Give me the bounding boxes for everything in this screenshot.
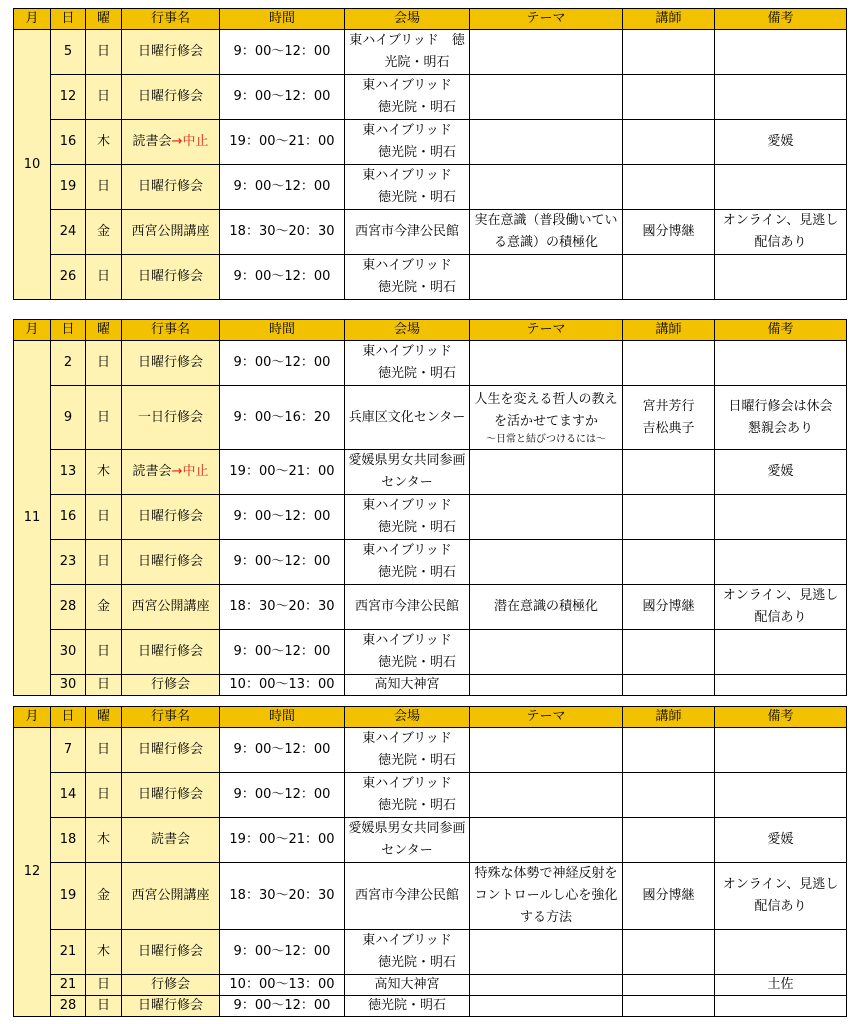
theme-line1: 人生を変える哲人の教え: [474, 391, 618, 407]
weekday-cell: 日: [86, 165, 122, 210]
header-event: 行事名: [122, 320, 220, 341]
day-cell: 26: [51, 255, 86, 300]
weekday-cell: 木: [86, 120, 122, 165]
venue-line1: 愛媛県男女共同参画: [348, 821, 466, 836]
note-cell: [715, 863, 847, 930]
header-lecturer: 講師: [623, 707, 715, 728]
venue-line2: 徳光院・明石: [377, 955, 456, 970]
note-line1: 日曜行修会は休会: [728, 398, 833, 414]
venue-line2: 徳光院・明石: [377, 145, 456, 160]
table-row: [14, 863, 847, 930]
lecturer-cell: [623, 630, 715, 675]
lecturer-cell: [623, 540, 715, 585]
day-cell: 2: [51, 341, 86, 386]
table-row: [14, 975, 847, 996]
table-row: [14, 341, 847, 386]
weekday-cell: 日: [86, 495, 122, 540]
theme-cell: 潜在意識の積極化: [470, 585, 623, 630]
theme-cell: [470, 773, 623, 818]
table-row: [14, 996, 847, 1017]
table-row: [14, 255, 847, 300]
event-name: 日曜行修会: [137, 787, 203, 802]
theme-cell: [470, 675, 623, 696]
time-cell: 9：00～12：00: [220, 630, 345, 675]
event-cell: [122, 495, 220, 540]
time-cell: 19：00～21：00: [220, 120, 345, 165]
header-theme: テーマ: [470, 707, 623, 728]
lecturer-cell: 國分博継: [623, 210, 715, 255]
day-cell: 28: [51, 996, 86, 1017]
time-cell: 18：30～20：30: [220, 863, 345, 930]
day-cell: 19: [51, 863, 86, 930]
venue-cell: 兵庫区文化センター: [345, 386, 470, 450]
weekday-cell: 日: [86, 30, 122, 75]
venue-line1: 東ハイブリッド: [362, 633, 452, 648]
time-cell: 9：00～12：00: [220, 728, 345, 773]
lecturer-cell: [623, 165, 715, 210]
note-cell: 愛媛: [715, 818, 847, 863]
day-cell: 9: [51, 386, 86, 450]
time-cell: 9：00～12：00: [220, 30, 345, 75]
schedule-table-october: [13, 8, 847, 300]
header-theme: テーマ: [470, 320, 623, 341]
time-cell: 9：00～12：00: [220, 255, 345, 300]
table-row: [14, 930, 847, 975]
venue-cell: [345, 630, 470, 675]
theme-cell: [470, 120, 623, 165]
header-time: 時間: [220, 707, 345, 728]
theme-cell: [470, 728, 623, 773]
weekday-cell: 日: [86, 675, 122, 696]
venue-cell: [345, 818, 470, 863]
venue-line1: 東ハイブリッド: [362, 933, 452, 948]
time-cell: 9：00～12：00: [220, 930, 345, 975]
venue-line2: 徳光院・明石: [377, 190, 456, 205]
venue-line1: 愛媛県男女共同参画: [348, 453, 466, 468]
lecturer-cell: [623, 675, 715, 696]
event-cell: [122, 818, 220, 863]
venue-cell: [345, 30, 470, 75]
weekday-cell: 日: [86, 996, 122, 1017]
lecturer-cell: [623, 930, 715, 975]
weekday-cell: 金: [86, 585, 122, 630]
lecturer-cell: [623, 495, 715, 540]
header-note: 備考: [715, 707, 847, 728]
note-cell: [715, 996, 847, 1017]
header-month: 月: [14, 320, 51, 341]
event-name: 日曜行修会: [137, 89, 203, 104]
venue-line2: 徳光院・明石: [377, 753, 456, 768]
day-cell: 19: [51, 165, 86, 210]
event-name: 日曜行修会: [137, 179, 203, 194]
event-name: 読書会: [132, 134, 172, 149]
weekday-cell: 日: [86, 255, 122, 300]
note-line2: 懇親会あり: [747, 420, 813, 436]
theme-cell: [470, 75, 623, 120]
note-cell: [715, 386, 847, 450]
header-month: 月: [14, 9, 51, 30]
note-line2: 配信あり: [754, 235, 807, 250]
theme-cell: [470, 165, 623, 210]
lecturer-cell: [623, 975, 715, 996]
theme-cell: [470, 818, 623, 863]
time-cell: 19：00～21：00: [220, 818, 345, 863]
event-cell: [122, 585, 220, 630]
day-cell: 28: [51, 585, 86, 630]
theme-line1: 実在意識（普段働いてい: [474, 213, 618, 228]
day-cell: 13: [51, 450, 86, 495]
day-cell: 5: [51, 30, 86, 75]
lecturer-line2: 吉松典子: [642, 420, 695, 436]
time-cell: 9：00～12：00: [220, 75, 345, 120]
day-cell: 30: [51, 630, 86, 675]
time-cell: 9：00～12：00: [220, 165, 345, 210]
day-cell: 7: [51, 728, 86, 773]
theme-cell: [470, 975, 623, 996]
note-cell: [715, 495, 847, 540]
time-cell: 9：00～12：00: [220, 495, 345, 540]
schedule-table-december: [13, 706, 847, 1017]
header-venue: 会場: [345, 320, 470, 341]
venue-line2: 徳光院・明石: [377, 798, 456, 813]
event-cell: [122, 341, 220, 386]
cancel-note: →中止: [171, 134, 209, 149]
lecturer-cell: [623, 818, 715, 863]
lecturer-cell: [623, 386, 715, 450]
note-cell: [715, 585, 847, 630]
time-cell: 9：00～12：00: [220, 773, 345, 818]
note-cell: [715, 540, 847, 585]
note-line1: オンライン、見逃し: [722, 588, 839, 603]
time-cell: 9：00～12：00: [220, 996, 345, 1017]
venue-line2: 徳光院・明石: [377, 280, 456, 295]
table-row: [14, 450, 847, 495]
weekday-cell: 木: [86, 818, 122, 863]
venue-line1: 東ハイブリッド: [362, 543, 452, 558]
header-weekday: 曜: [86, 707, 122, 728]
venue-cell: [345, 728, 470, 773]
venue-line1: 東ハイブリッド 徳: [349, 33, 465, 48]
note-cell: [715, 630, 847, 675]
event-cell: [122, 728, 220, 773]
venue-line2: 徳光院・明石: [377, 100, 456, 115]
weekday-cell: 日: [86, 386, 122, 450]
header-day: 日: [51, 320, 86, 341]
table-row: [14, 30, 847, 75]
theme-cell: [470, 341, 623, 386]
event-name: 西宮公開講座: [131, 888, 210, 903]
header-note: 備考: [715, 9, 847, 30]
table-row: [14, 773, 847, 818]
header-event: 行事名: [122, 9, 220, 30]
header-lecturer: 講師: [623, 9, 715, 30]
table-row: [14, 630, 847, 675]
lecturer-cell: [623, 996, 715, 1017]
event-cell: [122, 675, 220, 696]
note-cell: [715, 930, 847, 975]
header-month: 月: [14, 707, 51, 728]
theme-line2: る意識）の積極化: [493, 235, 598, 250]
event-cell: [122, 165, 220, 210]
table-row: [14, 585, 847, 630]
weekday-cell: 木: [86, 930, 122, 975]
table-row: [14, 165, 847, 210]
table-row: [14, 386, 847, 450]
event-cell: [122, 975, 220, 996]
time-cell: 19：00～21：00: [220, 450, 345, 495]
time-cell: 10：00～13：00: [220, 975, 345, 996]
header-theme: テーマ: [470, 9, 623, 30]
theme-cell: [470, 255, 623, 300]
weekday-cell: 日: [86, 773, 122, 818]
event-cell: [122, 863, 220, 930]
time-cell: 18：30～20：30: [220, 585, 345, 630]
venue-cell: [345, 75, 470, 120]
venue-cell: [345, 773, 470, 818]
event-cell: [122, 386, 220, 450]
event-name: 日曜行修会: [137, 44, 203, 59]
event-cell: [122, 75, 220, 120]
theme-subtitle: ～日常と結びつけるには～: [486, 433, 606, 445]
day-cell: 21: [51, 930, 86, 975]
venue-cell: [345, 540, 470, 585]
venue-line2: センター: [381, 843, 433, 858]
header-day: 日: [51, 707, 86, 728]
event-cell: [122, 996, 220, 1017]
lecturer-cell: [623, 255, 715, 300]
header-time: 時間: [220, 9, 345, 30]
day-cell: 18: [51, 818, 86, 863]
theme-cell: [470, 930, 623, 975]
theme-cell: [470, 30, 623, 75]
event-name: 読書会: [150, 832, 190, 847]
venue-cell: [345, 120, 470, 165]
day-cell: 21: [51, 975, 86, 996]
weekday-cell: 日: [86, 341, 122, 386]
header-weekday: 曜: [86, 9, 122, 30]
event-name: 日曜行修会: [137, 269, 203, 284]
venue-cell: [345, 341, 470, 386]
table-row: [14, 675, 847, 696]
theme-cell: [470, 630, 623, 675]
note-cell: 愛媛: [715, 450, 847, 495]
day-cell: 16: [51, 120, 86, 165]
theme-cell: [470, 450, 623, 495]
time-cell: 18：30～20：30: [220, 210, 345, 255]
note-cell: [715, 75, 847, 120]
cancel-note: →中止: [171, 464, 209, 479]
table-row: [14, 120, 847, 165]
venue-cell: [345, 450, 470, 495]
venue-line1: 東ハイブリッド: [362, 168, 452, 183]
weekday-cell: 日: [86, 75, 122, 120]
event-cell: [122, 210, 220, 255]
schedule-table-november: [13, 319, 847, 696]
note-cell: [715, 210, 847, 255]
event-name: 日曜行修会: [137, 944, 203, 959]
header-row: [14, 707, 847, 728]
venue-line2: 徳光院・明石: [377, 655, 456, 670]
lecturer-cell: [623, 450, 715, 495]
day-cell: 16: [51, 495, 86, 540]
venue-cell: [345, 495, 470, 540]
venue-line1: 東ハイブリッド: [362, 344, 452, 359]
event-cell: [122, 773, 220, 818]
event-cell: [122, 930, 220, 975]
weekday-cell: 日: [86, 540, 122, 585]
table-row: [14, 210, 847, 255]
lecturer-cell: 國分博継: [623, 863, 715, 930]
day-cell: 12: [51, 75, 86, 120]
lecturer-cell: [623, 728, 715, 773]
lecturer-cell: [623, 30, 715, 75]
venue-line2: 徳光院・明石: [377, 366, 456, 381]
venue-cell: [345, 255, 470, 300]
event-name: 行修会: [150, 977, 190, 992]
weekday-cell: 金: [86, 863, 122, 930]
theme-line2: コントロールし心を強化: [474, 888, 618, 903]
table-row: [14, 728, 847, 773]
table-row: [14, 495, 847, 540]
note-cell: 愛媛: [715, 120, 847, 165]
venue-line1: 東ハイブリッド: [362, 78, 452, 93]
note-cell: [715, 728, 847, 773]
header-lecturer: 講師: [623, 320, 715, 341]
venue-line2: センター: [381, 475, 433, 490]
lecturer-cell: [623, 773, 715, 818]
event-cell: [122, 120, 220, 165]
theme-line1: 特殊な体勢で神経反射を: [474, 866, 618, 881]
event-cell: [122, 255, 220, 300]
note-line2: 配信あり: [754, 610, 807, 625]
event-name: 一日行修会: [137, 409, 203, 425]
venue-cell: 高知大神宮: [345, 975, 470, 996]
weekday-cell: 日: [86, 630, 122, 675]
note-cell: [715, 773, 847, 818]
venue-line1: 東ハイブリッド: [362, 498, 452, 513]
day-cell: 30: [51, 675, 86, 696]
lecturer-cell: [623, 75, 715, 120]
header-time: 時間: [220, 320, 345, 341]
lecturer-line1: 宮井芳行: [642, 398, 695, 414]
lecturer-cell: [623, 120, 715, 165]
weekday-cell: 金: [86, 210, 122, 255]
header-note: 備考: [715, 320, 847, 341]
venue-line1: 東ハイブリッド: [362, 258, 452, 273]
header-day: 日: [51, 9, 86, 30]
theme-cell: [470, 386, 623, 450]
event-name: 日曜行修会: [137, 355, 203, 370]
time-cell: 9：00～16：20: [220, 386, 345, 450]
time-cell: 9：00～12：00: [220, 341, 345, 386]
month-cell: 10: [14, 30, 51, 300]
note-cell: [715, 675, 847, 696]
weekday-cell: 日: [86, 975, 122, 996]
event-name: 日曜行修会: [137, 554, 203, 569]
venue-cell: 高知大神宮: [345, 675, 470, 696]
theme-cell: [470, 540, 623, 585]
theme-line2: を活かせてますか: [493, 413, 598, 429]
theme-cell: [470, 210, 623, 255]
note-cell: [715, 255, 847, 300]
note-cell: [715, 30, 847, 75]
venue-line1: 東ハイブリッド: [362, 123, 452, 138]
day-cell: 14: [51, 773, 86, 818]
theme-line3: する方法: [519, 910, 572, 925]
weekday-cell: 木: [86, 450, 122, 495]
event-cell: [122, 540, 220, 585]
event-name: 西宮公開講座: [131, 599, 210, 614]
event-name: 西宮公開講座: [131, 224, 210, 239]
venue-cell: [345, 165, 470, 210]
theme-cell: [470, 863, 623, 930]
venue-line2: 徳光院・明石: [377, 520, 456, 535]
time-cell: 10：00～13：00: [220, 675, 345, 696]
month-cell: 11: [14, 341, 51, 696]
event-cell: [122, 450, 220, 495]
event-name: 日曜行修会: [137, 509, 203, 524]
venue-cell: 西宮市今津公民館: [345, 863, 470, 930]
month-cell: 12: [14, 728, 51, 1017]
event-name: 日曜行修会: [137, 742, 203, 757]
header-venue: 会場: [345, 707, 470, 728]
header-event: 行事名: [122, 707, 220, 728]
note-line1: オンライン、見逃し: [722, 877, 839, 892]
day-cell: 23: [51, 540, 86, 585]
note-line1: オンライン、見逃し: [722, 213, 839, 228]
event-name: 日曜行修会: [137, 998, 203, 1013]
venue-cell: 徳光院・明石: [345, 996, 470, 1017]
venue-cell: 西宮市今津公民館: [345, 210, 470, 255]
header-venue: 会場: [345, 9, 470, 30]
theme-cell: [470, 495, 623, 540]
venue-cell: 西宮市今津公民館: [345, 585, 470, 630]
day-cell: 24: [51, 210, 86, 255]
note-cell: 土佐: [715, 975, 847, 996]
header-row: [14, 320, 847, 341]
venue-cell: [345, 930, 470, 975]
event-name: 行修会: [150, 677, 190, 692]
event-cell: [122, 30, 220, 75]
event-name: 日曜行修会: [137, 644, 203, 659]
header-row: [14, 9, 847, 30]
event-cell: [122, 630, 220, 675]
event-name: 読書会: [132, 464, 172, 479]
note-line2: 配信あり: [754, 899, 807, 914]
time-cell: 9：00～12：00: [220, 540, 345, 585]
note-cell: [715, 165, 847, 210]
venue-line1: 東ハイブリッド: [362, 731, 452, 746]
header-weekday: 曜: [86, 320, 122, 341]
weekday-cell: 日: [86, 728, 122, 773]
table-row: [14, 75, 847, 120]
venue-line1: 東ハイブリッド: [362, 776, 452, 791]
table-row: [14, 818, 847, 863]
note-cell: [715, 341, 847, 386]
theme-cell: [470, 996, 623, 1017]
table-row: [14, 540, 847, 585]
lecturer-cell: 國分博継: [623, 585, 715, 630]
lecturer-cell: [623, 341, 715, 386]
venue-line2: 徳光院・明石: [377, 565, 456, 580]
venue-line2: 光院・明石: [384, 55, 450, 70]
